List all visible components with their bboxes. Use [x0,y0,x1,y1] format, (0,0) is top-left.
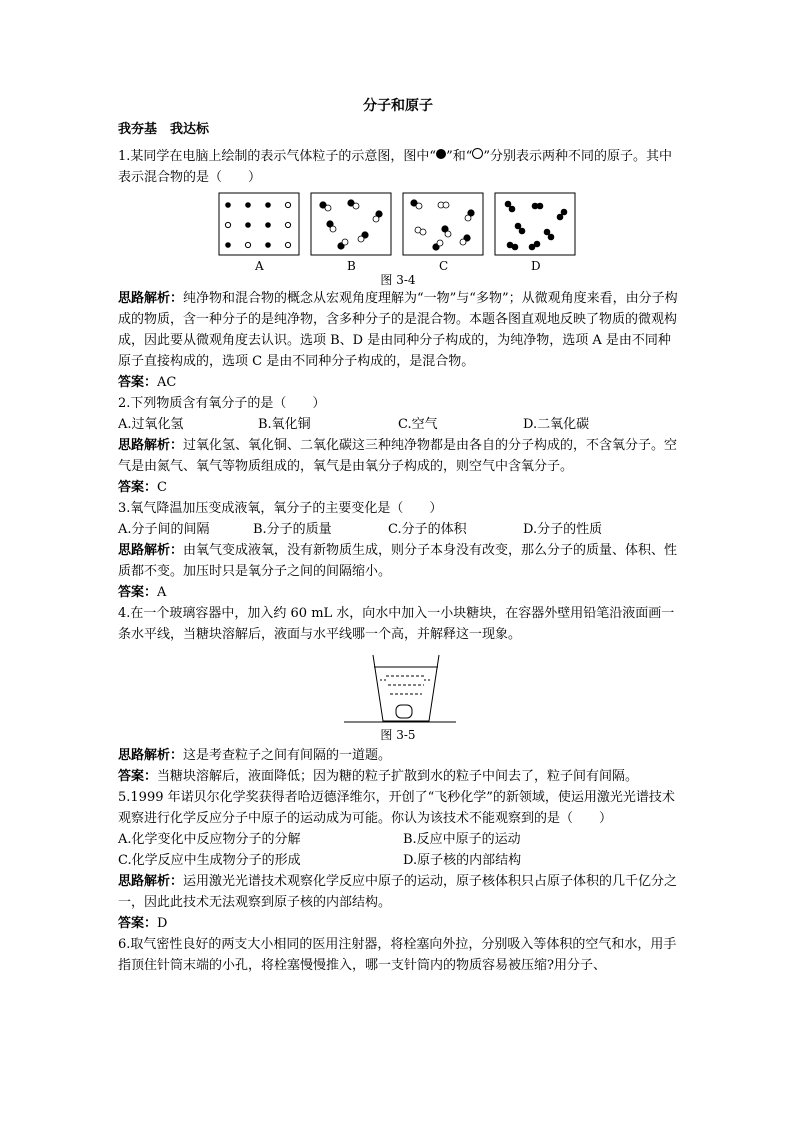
q2-analysis [118,435,678,477]
option-c: C.分子的体积 [388,522,467,537]
analysis-label: 思路解析： [118,438,184,453]
q5-options-row-1 [118,829,678,850]
q2-answer [118,477,678,498]
question-3: 3.氧气降温加压变成液氧，氧分子的主要变化是（ ） [118,501,443,516]
q5-options-row-2 [118,850,678,871]
q1-text-c: ”分别表示两种不同的原子。其中表示混合物的是（ ） [118,149,673,185]
option-a: A.分子间的间隔 [118,522,210,537]
filled-circle-icon [436,149,446,159]
analysis-text: 运用激光光谱技术观察化学反应中原子的运动，原子核体积只占原子体积的几千亿分之一，因此此技术无法观察到原子核的内部结构。 [118,874,678,910]
q1-text-a: 1.某同学在电脑上绘制的表示气体粒子的示意图，图中“ [118,149,437,164]
analysis-label: 思路解析： [118,874,184,889]
option-c: C.化学反应中生成物分子的形成 [118,853,301,868]
q3-analysis [118,540,678,582]
q4-analysis [118,745,678,766]
answer-label: 答案： [118,585,158,600]
answer-label: 答案： [118,480,158,495]
answer-label: 答案： [118,375,158,390]
analysis-text: 这是考查粒子之间有间隔的一道题。 [183,748,392,763]
option-c: C.空气 [398,417,438,432]
section-heading: 我夯基 我达标 [118,122,210,137]
panel-a-particles [225,202,290,248]
option-b: B.氧化铜 [258,417,311,432]
beaker-diagram [118,649,678,727]
page-title: 分子和原子 [363,98,433,114]
analysis-text: 过氧化氢、氧化铜、二氧化碳这三种纯净物都是由各自的分子构成的，不含氧分子。空气是由氮气、氧气等物质组成的，氧气是由氧分子构成的，则空气中含氧分子。 [118,438,678,474]
q1-text-b: ”和“ [446,149,473,164]
answer-text: AC [157,375,177,390]
hollow-circle-icon [472,148,483,159]
q1-answer [118,372,678,393]
figure-3-5 [118,649,678,745]
panel-c-particles [411,200,474,250]
answer-label: 答案： [118,916,158,931]
answer-text: A [157,585,167,600]
option-a: A.化学变化中反应物分子的分解 [118,832,301,847]
answer-text: C [157,480,167,495]
option-d: D.原子核的内部结构 [403,853,522,868]
document-page [118,96,678,976]
figure-caption-3-4: 图 3-4 [380,273,416,287]
panel-label-b: B [347,259,356,273]
analysis-label: 思路解析： [118,748,184,763]
panel-d-particles [505,201,568,251]
q4-answer [118,766,678,787]
option-d: D.分子的性质 [523,522,603,537]
figure-3-4 [118,192,678,288]
q3-answer [118,582,678,603]
question-4: 4.在一个玻璃容器中，加入约 60 mL 水，向水中加入一小块糖块，在容器外壁用铅笔沿液面画一条水平线，当糖块溶解后，液面与水平线哪一个高，并解释这一现象。 [118,606,675,642]
analysis-label: 思路解析： [118,291,184,306]
question-5: 5.1999 年诺贝尔化学奖获得者哈迈德泽维尔，开创了“飞秒化学”的新领域，使运用激光光谱技术观察进行化学反应分子中原子的运动成为可能。你认为该技术不能观察到的是（ ） [118,790,675,826]
question-1 [118,146,678,188]
analysis-text: 纯净物和混合物的概念从宏观角度理解为“一物”与“多物”；从微观角度来看，由分子构成的物质，含一种分子的是纯净物，含多种分子的是混合物。本题各图直观地反映了物质的微观构成，因此要从微观角度去认识。选项 B、D 是由同种分子构成的，为纯净物，选项 A 是由不同种原子直接构成的，选项 C 是由不同种分子构成的，是混合物。 [118,291,678,369]
answer-label: 答案： [118,769,158,784]
question-2: 2.下列物质含有氧分子的是（ ） [118,396,326,411]
q3-options [118,519,678,540]
figure-caption-3-5: 图 3-5 [380,728,416,742]
panel-label-c: C [439,259,449,273]
q5-analysis [118,871,678,913]
answer-text: D [157,916,168,931]
option-b: B.反应中原子的运动 [403,832,521,847]
panel-label-a: A [255,259,264,273]
question-6: 6.取气密性良好的两支大小相同的医用注射器，将栓塞向外拉，分别吸入等体积的空气和水，用手指顶住针筒末端的小孔，将栓塞慢慢推入，哪一支针筒内的物质容易被压缩?用分子、 [118,937,677,973]
option-a: A.过氧化氢 [118,417,184,432]
panel-label-d: D [531,259,541,273]
option-d: D.二氧化碳 [523,417,590,432]
analysis-label: 思路解析： [118,543,184,558]
answer-text: 当糖块溶解后，液面降低；因为糖的粒子扩散到水的粒子中间去了，粒子间有间隔。 [157,769,639,784]
q1-analysis [118,288,678,372]
option-b: B.分子的质量 [253,522,332,537]
panel-b-particles [320,200,382,249]
analysis-text: 由氧气变成液氧，没有新物质生成，则分子本身没有改变，那么分子的质量、体积、性质都不变。加压时只是氧分子之间的间隔缩小。 [118,543,678,579]
q2-options [118,414,678,435]
q5-answer [118,913,678,934]
